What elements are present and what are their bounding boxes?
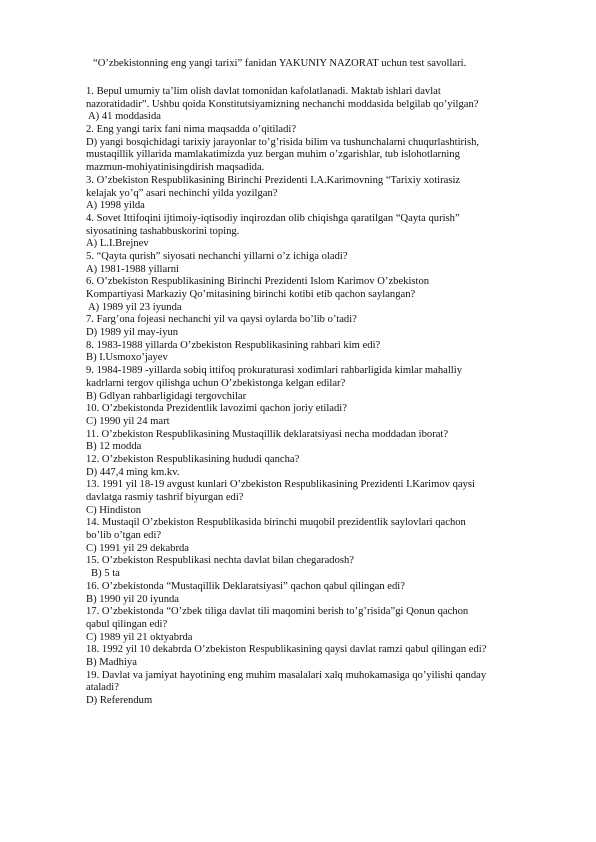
answer-line: A) 1981-1988 yillarni [86,263,179,275]
question-line: 12. O’zbekiston Respublikasining hududi qancha? [86,453,300,465]
answer-line: A) 1998 yilda [86,200,145,212]
question-line: 6. O’zbekiston Respublikasining Birinchi Prezidenti Islom Karimov O’zbekiston [86,276,430,288]
question-line: 11. O’zbekiston Respublikasining Mustaqillik deklaratsiyasi necha moddadan iborat? [86,428,449,440]
answer-line: C) 1991 yil 29 dekabrda [86,542,189,554]
question-line: 7. Farg’ona fojeasi nechanchi yil va qaysi oylarda bo’lib o’tadi? [86,314,357,326]
text-line: nazoratidadir”. Ushbu qoida Konstitutsiyamizning nechanchi moddasida belgilab qo’yilgan? [86,98,479,110]
question-line: 8. 1983-1988 yillarda O’zbekiston Respublikasining rahbari kim edi? [86,339,381,351]
question-line: 16. O’zbekistonda “Mustaqillik Deklaratsiyasi” qachon qabul qilingan edi? [86,580,405,592]
answer-line: B) 12 modda [86,441,142,453]
text-line: Kompartiyasi Markaziy Qo’mitasining birinchi kotibi etib qachon saylangan? [86,289,416,300]
answer-line: B) Gdlyan rahbarligidagi tergovchilar [86,390,247,402]
answer-line: C) 1990 yil 24 mart [86,415,170,427]
answer-line: D) yangi bosqichidagi tarixiy jarayonlar to’g’risida bilim va tushunchalarni chuqurlashtirish, [86,136,480,148]
answer-line: A) L.I.Brejnev [86,238,149,250]
text-line: qabul qilingan edi? [86,618,168,630]
answer-line: C) 1989 yil 21 oktyabrda [86,631,193,643]
answer-line: B) Madhiya [86,656,137,668]
text-line: ataladi? [86,682,119,694]
question-line: 17. O’zbekistonda “O’zbek tiliga davlat tili maqomini berish to’g’risida”gi Qonun qachon [86,606,469,618]
answer-line: D) 447,4 ming km.kv. [86,466,180,478]
answer-line: D) 1989 yil may-iyun [86,327,179,339]
answer-line: D) Referendum [86,695,153,706]
answer-line: B) 1990 yil 20 iyunda [86,593,179,605]
text-line: mazmun-mohiyatinisingdirish maqsadida. [86,162,265,174]
question-line: 19. Davlat va jamiyat hayotining eng muhim masalalari xalq muhokamasiga qo’yilishi qanday [86,669,487,681]
text-line: kelajak yo’q” asari nechinchi yilda yozilgan? [86,187,278,199]
answer-line: B) I.Usmoxo’jayev [86,352,168,364]
answer-line: B) 5 ta [91,568,120,580]
question-line: 18. 1992 yil 10 dekabrda O’zbekiston Respublikasining qaysi davlat ramzi qabul qilingan edi? [86,644,487,656]
question-line: 3. O’zbekiston Respublikasining Birinchi Prezidenti I.A.Karimovning “Tarixiy xotirasiz [86,174,461,186]
answer-line: A) 1989 yil 23 iyunda [88,301,182,313]
question-line: 5. “Qayta qurish” siyosati nechanchi yillarni o’z ichiga oladi? [86,250,348,262]
question-line: 15. O’zbekiston Respublikasi nechta davlat bilan chegaradosh? [86,555,354,567]
text-line: siyosatining tashabbuskorini toping. [86,225,240,237]
question-line: 2. Eng yangi tarix fani nima maqsadda o’qitiladi? [86,124,297,136]
question-line: 14. Mustaqil O’zbekiston Respublikasida birinchi muqobil prezidentlik saylovlari qachon [86,517,466,529]
document-body [86,86,546,708]
question-line: 13. 1991 yil 18-19 avgust kunlari O’zbekiston Respublikasining Prezidenti I.Karimov qaysi [86,479,475,491]
document-title: “O’zbekistonning eng yangi tarixi” fanidan YAKUNIY NAZORAT uchun test savollari. [93,58,467,69]
text-line: davlatga rasmiy tashrif biyurgan edi? [86,492,244,503]
question-line: 4. Sovet Ittifoqini ijtimoiy-iqtisodiy inqirozdan olib chiqishga qaratilgan “Qayta qurish” [86,212,460,224]
question-line: 9. 1984-1989 -yillarda sobiq ittifoq prokuraturasi xodimlari rahbarligida kimlar mahalliy [86,365,462,377]
answer-line: C) Hindiston [86,504,142,516]
answer-line: A) 41 moddasida [88,111,161,123]
text-line: kadrlarni tergov qilishga uchun O’zbekistonga kelgan edilar? [86,377,346,389]
question-line: 1. Bepul umumiy ta’lim olish davlat tomonidan kafolatlanadi. Maktab ishlari davlat [86,86,441,97]
question-line: 10. O’zbekistonda Prezidentlik lavozimi qachon joriy etiladi? [86,403,347,415]
text-line: mustaqillik yillarida mamlakatimizda yuz bergan muhim o’zgarishlar, tub islohotlarning [86,149,460,161]
text-line: bo’lib o’tgan edi? [86,530,162,542]
